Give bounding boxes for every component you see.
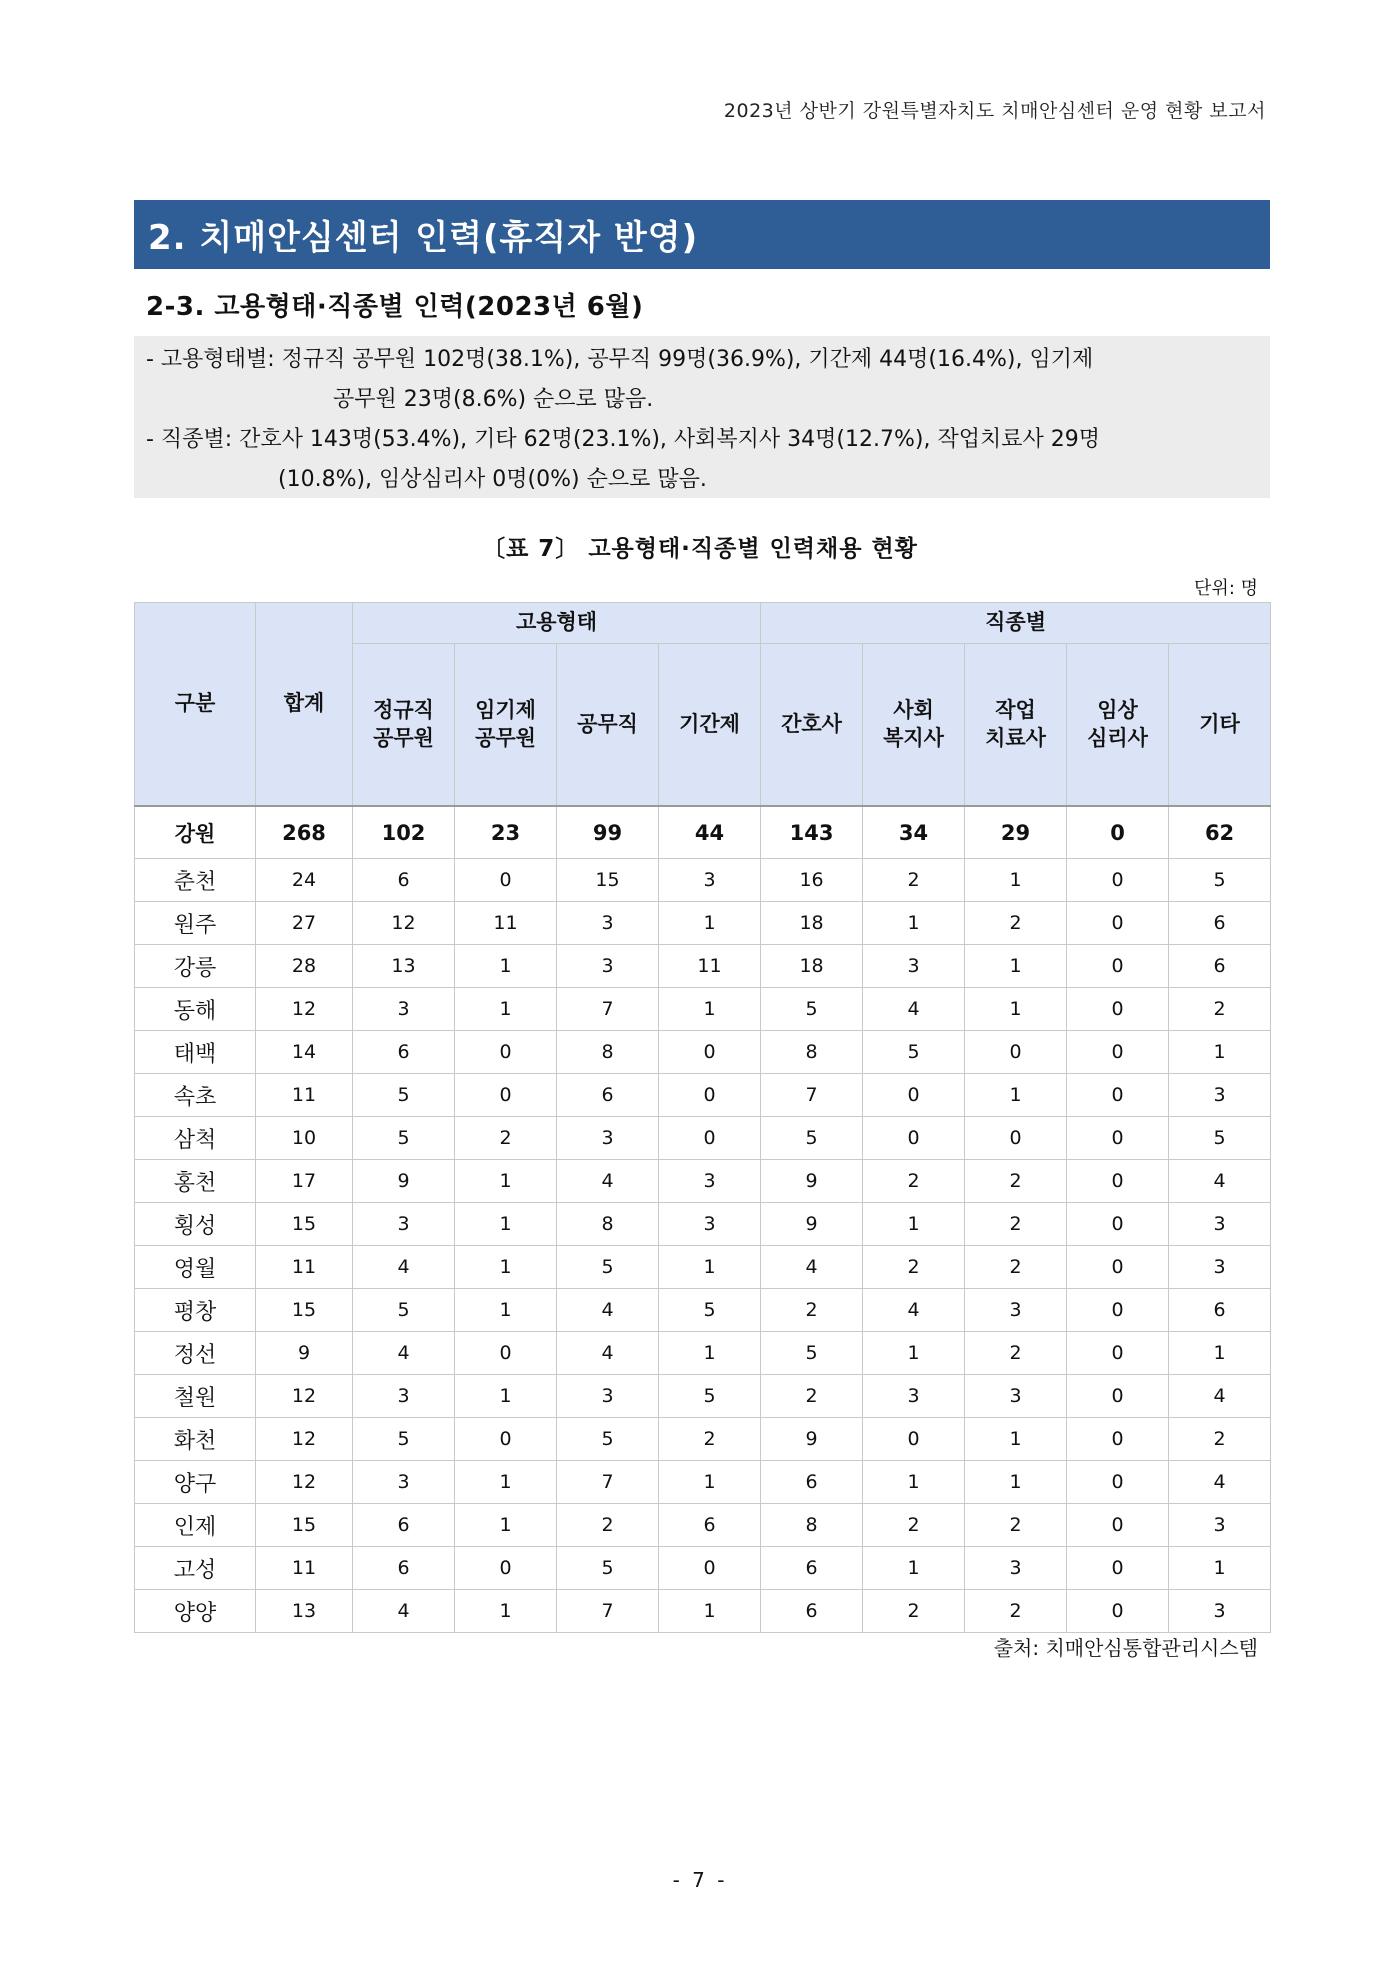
- table-cell: 0: [659, 1074, 761, 1117]
- table-cell: 3: [557, 1117, 659, 1160]
- table-cell: 0: [659, 1031, 761, 1074]
- table-cell: 1: [863, 1332, 965, 1375]
- table-cell: 1: [455, 1160, 557, 1203]
- table-cell: 8: [761, 1031, 863, 1074]
- table-cell: 0: [1067, 902, 1169, 945]
- table-cell: 13: [256, 1590, 353, 1633]
- table-cell: 29: [965, 806, 1067, 859]
- table-cell: 5: [353, 1418, 455, 1461]
- table-cell: 1: [863, 1461, 965, 1504]
- table-cell: 0: [863, 1117, 965, 1160]
- table-cell: 1: [965, 1074, 1067, 1117]
- table-unit: 단위: 명: [1194, 578, 1258, 599]
- table-cell: 5: [353, 1117, 455, 1160]
- table-cell: 12: [256, 1375, 353, 1418]
- table-cell: 2: [965, 1203, 1067, 1246]
- table-cell-region: 속초: [135, 1074, 256, 1117]
- summary-line-occupation: - 직종별: 간호사 143명(53.4%), 기타 62명(23.1%), 사회복지사 34명(12.7%), 작업치료사 29명: [146, 427, 1100, 452]
- table-cell: 3: [659, 1203, 761, 1246]
- table-cell: 4: [353, 1332, 455, 1375]
- table-cell: 0: [1067, 1332, 1169, 1375]
- table-cell: 1: [455, 1461, 557, 1504]
- table-cell: 12: [256, 988, 353, 1031]
- table-cell: 0: [659, 1547, 761, 1590]
- table-cell: 1: [965, 1418, 1067, 1461]
- table-cell: 1: [863, 1547, 965, 1590]
- table-cell: 3: [863, 1375, 965, 1418]
- summary-line-employment: - 고용형태별: 정규직 공무원 102명(38.1%), 공무직 99명(36.9%), 기간제 44명(16.4%), 임기제: [146, 347, 1094, 372]
- table-cell: 0: [455, 1547, 557, 1590]
- table-cell: 3: [353, 988, 455, 1031]
- table-cell: 10: [256, 1117, 353, 1160]
- header-fixed-term-official: 임기제 공무원: [455, 644, 557, 807]
- table-row: [135, 988, 1271, 1031]
- table-row: [135, 1375, 1271, 1418]
- table-cell: 11: [256, 1074, 353, 1117]
- table-cell: 6: [353, 859, 455, 902]
- table-cell: 0: [1067, 1117, 1169, 1160]
- table-cell: 강원: [135, 806, 256, 859]
- table-cell: 0: [965, 1117, 1067, 1160]
- header-group-occupation: 직종별: [761, 603, 1271, 644]
- table-cell: 3: [659, 859, 761, 902]
- table-cell: 18: [761, 902, 863, 945]
- table-cell: 27: [256, 902, 353, 945]
- table-cell: 3: [1169, 1203, 1271, 1246]
- table-cell-region: 횡성: [135, 1203, 256, 1246]
- table-cell: 1: [965, 1461, 1067, 1504]
- table-cell: 0: [659, 1117, 761, 1160]
- table-cell: 3: [965, 1375, 1067, 1418]
- table-cell: 5: [1169, 859, 1271, 902]
- table-cell-region: 화천: [135, 1418, 256, 1461]
- table-cell: 6: [659, 1504, 761, 1547]
- table-cell: 5: [659, 1375, 761, 1418]
- table-row: [135, 1418, 1271, 1461]
- table-cell: 28: [256, 945, 353, 988]
- table-cell: 11: [256, 1547, 353, 1590]
- table-row: [135, 1590, 1271, 1633]
- table-cell: 4: [1169, 1375, 1271, 1418]
- table-cell: 15: [256, 1504, 353, 1547]
- table-cell: 3: [557, 1375, 659, 1418]
- table-cell: 4: [761, 1246, 863, 1289]
- table-cell: 8: [761, 1504, 863, 1547]
- table-cell: 5: [761, 988, 863, 1031]
- table-cell: 2: [863, 1160, 965, 1203]
- staffing-table: [134, 602, 1271, 1633]
- table-cell: 3: [1169, 1074, 1271, 1117]
- table-row: [135, 1203, 1271, 1246]
- table-cell: 15: [256, 1289, 353, 1332]
- table-cell: 12: [353, 902, 455, 945]
- table-cell: 23: [455, 806, 557, 859]
- header-contract: 기간제: [659, 644, 761, 807]
- table-cell: 1: [455, 988, 557, 1031]
- summary-box: [134, 336, 1270, 498]
- table-cell: 1: [455, 1504, 557, 1547]
- table-cell: 2: [863, 1504, 965, 1547]
- table-cell-region: 평창: [135, 1289, 256, 1332]
- table-cell: 1: [455, 945, 557, 988]
- header-public-worker: 공무직: [557, 644, 659, 807]
- header-group-employment: 고용형태: [353, 603, 761, 644]
- table-cell-region: 홍천: [135, 1160, 256, 1203]
- table-cell: 2: [965, 1332, 1067, 1375]
- table-cell: 6: [761, 1547, 863, 1590]
- table-cell: 2: [965, 1504, 1067, 1547]
- table-cell: 34: [863, 806, 965, 859]
- table-cell: 62: [1169, 806, 1271, 859]
- table-cell: 3: [1169, 1246, 1271, 1289]
- table-cell: 4: [1169, 1160, 1271, 1203]
- table-cell-region: 춘천: [135, 859, 256, 902]
- table-cell-region: 철원: [135, 1375, 256, 1418]
- table-row: [135, 1160, 1271, 1203]
- header-clinical-psychologist: 임상 심리사: [1067, 644, 1169, 807]
- table-cell: 44: [659, 806, 761, 859]
- header-other: 기타: [1169, 644, 1271, 807]
- table-cell: 1: [1169, 1031, 1271, 1074]
- table-cell: 2: [455, 1117, 557, 1160]
- table-cell: 268: [256, 806, 353, 859]
- table-cell: 0: [1067, 988, 1169, 1031]
- table-cell: 6: [761, 1461, 863, 1504]
- table-cell: 7: [557, 988, 659, 1031]
- table-cell: 2: [659, 1418, 761, 1461]
- table-cell: 4: [863, 988, 965, 1031]
- table-cell: 7: [557, 1590, 659, 1633]
- table-cell: 0: [1067, 1418, 1169, 1461]
- table-cell: 9: [761, 1203, 863, 1246]
- table-cell: 1: [965, 859, 1067, 902]
- table-row: [135, 1289, 1271, 1332]
- table-cell: 6: [1169, 902, 1271, 945]
- table-cell: 1: [659, 988, 761, 1031]
- table-cell: 0: [863, 1074, 965, 1117]
- table-cell: 3: [659, 1160, 761, 1203]
- table-cell: 3: [1169, 1504, 1271, 1547]
- table-cell: 0: [1067, 1160, 1169, 1203]
- table-cell: 2: [863, 859, 965, 902]
- table-cell: 0: [965, 1031, 1067, 1074]
- table-cell: 7: [761, 1074, 863, 1117]
- table-cell: 4: [353, 1590, 455, 1633]
- table-cell-region: 삼척: [135, 1117, 256, 1160]
- table-cell: 6: [353, 1031, 455, 1074]
- table-cell: 99: [557, 806, 659, 859]
- table-cell: 0: [455, 1418, 557, 1461]
- table-cell: 0: [455, 1074, 557, 1117]
- table-cell-region: 강릉: [135, 945, 256, 988]
- table-cell: 1: [455, 1375, 557, 1418]
- table-cell: 2: [965, 1590, 1067, 1633]
- table-cell: 11: [256, 1246, 353, 1289]
- table-cell: 6: [353, 1547, 455, 1590]
- table-cell: 2: [1169, 1418, 1271, 1461]
- table-cell: 9: [761, 1160, 863, 1203]
- table-body: [135, 806, 1271, 1633]
- table-cell-region: 인제: [135, 1504, 256, 1547]
- table-cell: 7: [557, 1461, 659, 1504]
- table-cell: 3: [1169, 1590, 1271, 1633]
- table-cell: 0: [455, 1332, 557, 1375]
- table-cell: 3: [557, 902, 659, 945]
- table-cell: 9: [761, 1418, 863, 1461]
- table-cell: 5: [659, 1289, 761, 1332]
- table-cell: 2: [965, 1160, 1067, 1203]
- table-total-row: [135, 806, 1271, 859]
- table-cell: 0: [1067, 1547, 1169, 1590]
- table-cell: 0: [455, 1031, 557, 1074]
- table-cell: 0: [1067, 1375, 1169, 1418]
- table-cell: 2: [965, 902, 1067, 945]
- summary-line-employment-cont: 공무원 23명(8.6%) 순으로 많음.: [333, 387, 654, 412]
- header-nurse: 간호사: [761, 644, 863, 807]
- table-cell: 8: [557, 1031, 659, 1074]
- table-cell: 3: [557, 945, 659, 988]
- table-cell: 18: [761, 945, 863, 988]
- table-cell: 0: [1067, 1074, 1169, 1117]
- table-cell: 11: [659, 945, 761, 988]
- header-region: 구분: [135, 603, 256, 807]
- table-cell: 5: [353, 1074, 455, 1117]
- table-cell: 0: [1067, 859, 1169, 902]
- table-row: [135, 1031, 1271, 1074]
- table-cell: 5: [353, 1289, 455, 1332]
- table-cell: 3: [863, 945, 965, 988]
- table-cell: 12: [256, 1461, 353, 1504]
- running-header: 2023년 상반기 강원특별자치도 치매안심센터 운영 현황 보고서: [723, 100, 1266, 122]
- table-cell-region: 양구: [135, 1461, 256, 1504]
- table-cell: 0: [863, 1418, 965, 1461]
- table-cell: 4: [557, 1289, 659, 1332]
- table-cell: 1: [659, 1461, 761, 1504]
- table-cell: 0: [1067, 1590, 1169, 1633]
- summary-line-occupation-cont: (10.8%), 임상심리사 0명(0%) 순으로 많음.: [278, 467, 707, 492]
- table-cell: 3: [965, 1289, 1067, 1332]
- table-cell-region: 원주: [135, 902, 256, 945]
- table-cell: 3: [353, 1461, 455, 1504]
- table-cell: 2: [863, 1590, 965, 1633]
- table-cell: 4: [1169, 1461, 1271, 1504]
- table-cell: 1: [965, 988, 1067, 1031]
- table-cell: 6: [1169, 1289, 1271, 1332]
- table-cell: 1: [659, 902, 761, 945]
- table-cell: 1: [659, 1590, 761, 1633]
- table-cell: 1: [455, 1289, 557, 1332]
- table-cell: 12: [256, 1418, 353, 1461]
- table-cell: 5: [557, 1547, 659, 1590]
- table-cell: 1: [1169, 1332, 1271, 1375]
- table-cell: 0: [1067, 1461, 1169, 1504]
- table-cell: 4: [863, 1289, 965, 1332]
- table-cell: 1: [659, 1332, 761, 1375]
- table-cell-region: 양양: [135, 1590, 256, 1633]
- table-cell: 2: [557, 1504, 659, 1547]
- section-title-bar: [134, 200, 1270, 269]
- table-cell: 2: [1169, 988, 1271, 1031]
- table-cell: 8: [557, 1203, 659, 1246]
- table-cell: 1: [863, 1203, 965, 1246]
- table-cell: 0: [1067, 945, 1169, 988]
- table-cell: 0: [1067, 1246, 1169, 1289]
- table-cell: 0: [1067, 1203, 1169, 1246]
- header-total: 합계: [256, 603, 353, 807]
- table-cell: 1: [1169, 1547, 1271, 1590]
- table-cell: 1: [863, 902, 965, 945]
- table-cell: 11: [455, 902, 557, 945]
- header-occupational-therapist: 작업 치료사: [965, 644, 1067, 807]
- table-cell: 1: [455, 1246, 557, 1289]
- table-caption: 〔표 7〕 고용형태·직종별 인력채용 현황: [482, 536, 918, 562]
- table-cell: 4: [353, 1246, 455, 1289]
- table-cell: 0: [455, 859, 557, 902]
- header-regular-official: 정규직 공무원: [353, 644, 455, 807]
- table-row: [135, 1117, 1271, 1160]
- table-cell: 13: [353, 945, 455, 988]
- table-cell: 0: [1067, 1031, 1169, 1074]
- table-cell: 9: [353, 1160, 455, 1203]
- table-cell: 1: [965, 945, 1067, 988]
- table-row: [135, 1246, 1271, 1289]
- table-row: [135, 1074, 1271, 1117]
- table-cell: 4: [557, 1332, 659, 1375]
- table-cell: 9: [256, 1332, 353, 1375]
- table-cell: 5: [761, 1332, 863, 1375]
- table-cell: 102: [353, 806, 455, 859]
- table-cell: 0: [1067, 1504, 1169, 1547]
- subsection-title: 2-3. 고용형태·직종별 인력(2023년 6월): [146, 292, 644, 322]
- table-row: [135, 1504, 1271, 1547]
- table-cell: 2: [863, 1246, 965, 1289]
- table-cell: 4: [557, 1160, 659, 1203]
- table-cell: 2: [965, 1246, 1067, 1289]
- table-row: [135, 1461, 1271, 1504]
- table-cell: 5: [1169, 1117, 1271, 1160]
- table-cell: 3: [353, 1203, 455, 1246]
- table-row: [135, 902, 1271, 945]
- table-cell: 1: [455, 1590, 557, 1633]
- table-cell: 17: [256, 1160, 353, 1203]
- table-cell: 5: [863, 1031, 965, 1074]
- table-cell: 6: [353, 1504, 455, 1547]
- table-cell-region: 태백: [135, 1031, 256, 1074]
- header-social-worker: 사회 복지사: [863, 644, 965, 807]
- table-cell: 5: [761, 1117, 863, 1160]
- table-cell: 3: [965, 1547, 1067, 1590]
- table-row: [135, 859, 1271, 902]
- page-number: - 7 -: [672, 1868, 728, 1892]
- table-row: [135, 1547, 1271, 1590]
- table-cell: 0: [1067, 1289, 1169, 1332]
- table-row: [135, 945, 1271, 988]
- table-cell: 6: [1169, 945, 1271, 988]
- table-row: [135, 1332, 1271, 1375]
- table-cell-region: 동해: [135, 988, 256, 1031]
- table-cell: 15: [256, 1203, 353, 1246]
- table-cell: 6: [761, 1590, 863, 1633]
- table-cell: 24: [256, 859, 353, 902]
- table-cell: 2: [761, 1375, 863, 1418]
- table-cell: 0: [1067, 806, 1169, 859]
- table-cell: 15: [557, 859, 659, 902]
- table-cell: 6: [557, 1074, 659, 1117]
- table-cell: 2: [761, 1289, 863, 1332]
- table-cell: 5: [557, 1418, 659, 1461]
- table-cell: 1: [455, 1203, 557, 1246]
- table-cell: 5: [557, 1246, 659, 1289]
- section-title: 2. 치매안심센터 인력(휴직자 반영): [148, 218, 699, 258]
- table-cell: 1: [659, 1246, 761, 1289]
- table-cell: 3: [353, 1375, 455, 1418]
- table-cell-region: 고성: [135, 1547, 256, 1590]
- table-cell-region: 영월: [135, 1246, 256, 1289]
- table-cell: 143: [761, 806, 863, 859]
- table-cell: 16: [761, 859, 863, 902]
- table-cell-region: 정선: [135, 1332, 256, 1375]
- table-cell: 14: [256, 1031, 353, 1074]
- table-source: 출처: 치매안심통합관리시스템: [993, 1636, 1258, 1660]
